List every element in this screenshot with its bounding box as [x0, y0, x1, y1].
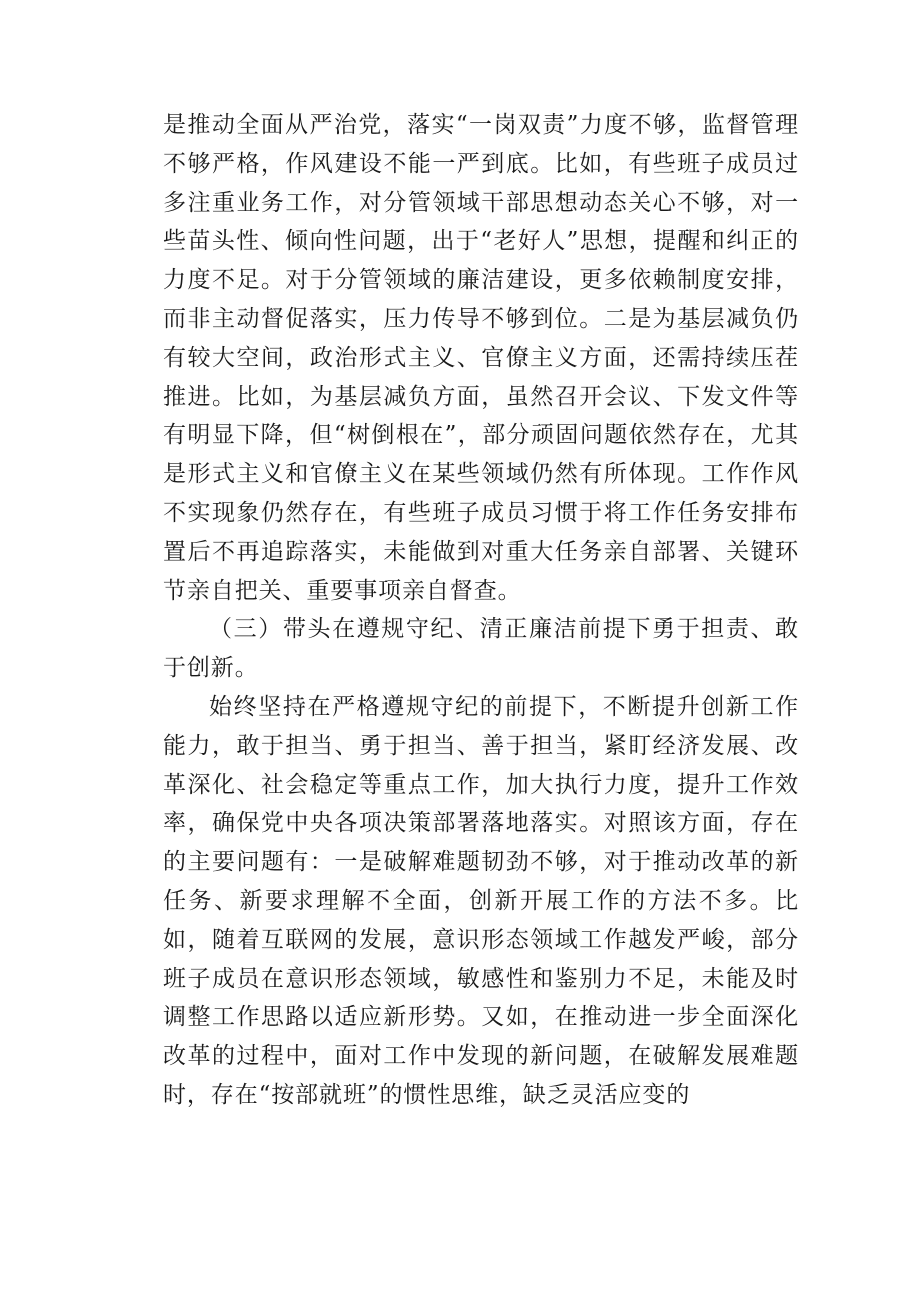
paragraph-body: 始终坚持在严格遵规守纪的前提下，不断提升创新工作能力，敢于担当、勇于担当、善于担当，紧盯经济发展、改革深化、社会稳定等重点工作，加大执行力度，提升工作效率，确保党中央各项决策部署落地落实。对照该方面，存在的主要问题有：一是破解难题韧劲不够，对于推动改革的新任务、新要求理解不全面，创新开展工作的方法不多。比如，随着互联网的发展，意识形态领域工作越发严峻，部分班子成员在意识形态领域，敏感性和鉴别力不足，未能及时调整工作思路以适应新形势。又如，在推动进一步全面深化改革的过程中，面对工作中发现的新问题，在破解发展难题时，存在“按部就班”的惯性思维，缺乏灵活应变的	[163, 693, 799, 1108]
paragraph-continuation: 是推动全面从严治党，落实“一岗双责”力度不够，监督管理不够严格，作风建设不能一严到底。比如，有些班子成员过多注重业务工作，对分管领域干部思想动态关心不够，对一些苗头性、倾向性问题，出于“老好人”思想，提醒和纠正的力度不足。对于分管领域的廉洁建设，更多依赖制度安排，而非主动督促落实，压力传导不够到位。二是为基层减负仍有较大空间，政治形式主义、官僚主义方面，还需持续压茬推进。比如，为基层减负方面，虽然召开会议、下发文件等有明显下降，但“树倒根在”，部分顽固问题依然存在，尤其是形式主义和官僚主义在某些领域仍然有所体现。工作作风不实现象仍然存在，有些班子成员习惯于将工作任务安排布置后不再追踪落实，未能做到对重大任务亲自部署、关键环节亲自把关、重要事项亲自督查。	[163, 112, 799, 604]
document-body	[163, 106, 799, 1115]
section-heading: （三）带头在遵规守纪、清正廉洁前提下勇于担责、敢于创新。	[163, 616, 799, 682]
